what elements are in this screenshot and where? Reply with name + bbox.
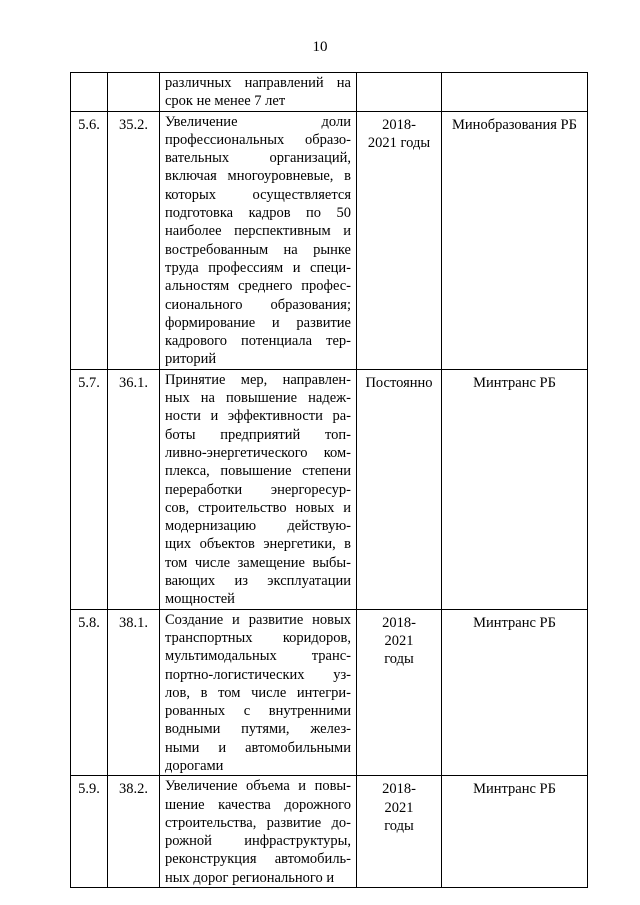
period-line: годы [384, 817, 414, 834]
description-line: плекса, повышение степени [165, 463, 351, 480]
table-row-continued [71, 73, 588, 112]
cell-responsible [442, 73, 588, 112]
cell-description [160, 111, 357, 369]
description-line: лов, в том числе интегри- [165, 684, 351, 701]
cell-responsible: Минтранс РБ [442, 609, 588, 776]
description-line: портно-логистических уз- [165, 666, 351, 683]
description-line: востребованным на рынке [165, 241, 351, 258]
period-line: 2021 годы [367, 134, 431, 151]
cell-description [160, 73, 357, 112]
description-line: риторий [165, 351, 217, 368]
description-line: вательных организаций, [165, 150, 351, 167]
cell-num: 5.8. [71, 609, 108, 776]
period-line: 2021 [384, 632, 414, 649]
description-line: ными и автомобильными [165, 739, 351, 756]
cell-period [357, 111, 442, 369]
cell-description [160, 776, 357, 888]
description-line: вающих из эксплуатации [165, 573, 351, 590]
description-line: водными путями, желез- [165, 721, 351, 738]
cell-period [357, 609, 442, 776]
description-line: различных направлений на [165, 75, 351, 91]
description-line: реконструкция автомобиль- [165, 851, 351, 868]
period-line: 2018- [382, 781, 416, 798]
description-line: ных на повышение надеж- [165, 390, 351, 407]
cell-subnum: 36.1. [108, 369, 160, 609]
cell-period [357, 776, 442, 888]
cell-responsible: Минтранс РБ [442, 369, 588, 609]
cell-responsible: Минобразования РБ [442, 111, 588, 369]
cell-period [357, 369, 442, 609]
description-line: сов, строительство новых и [165, 499, 351, 516]
description-line: формирование и развитие [165, 314, 351, 331]
description-line: шение качества дорожного [165, 796, 351, 813]
cell-subnum: 38.2. [108, 776, 160, 888]
description-line: щих объектов энергетики, в [165, 536, 351, 553]
description-line: том числе замещение выбы- [165, 554, 351, 571]
cell-responsible: Минтранс РБ [442, 776, 588, 888]
cell-subnum: 35.2. [108, 111, 160, 369]
cell-num: 5.9. [71, 776, 108, 888]
description-line: ливно-энергетического ком- [165, 444, 351, 461]
cell-subnum: 38.1. [108, 609, 160, 776]
description-line: Создание и развитие новых [165, 611, 351, 628]
description-line: наиболее перспективным и [165, 223, 351, 240]
description-line: подготовка кадров по 50 [165, 205, 351, 222]
cell-subnum [108, 73, 160, 112]
period-line: 2021 [384, 799, 414, 816]
cell-num: 5.7. [71, 369, 108, 609]
table-row [71, 369, 588, 609]
description-line: боты предприятий топ- [165, 426, 351, 443]
description-line: мощностей [165, 591, 235, 608]
description-line: строительства, развитие до- [165, 814, 351, 831]
description-line: включая многоуровневые, в [165, 168, 351, 185]
description-line: ных дорог регионального и [165, 869, 335, 886]
description-line: сионального образования; [165, 296, 351, 313]
description-line: кадрового потенциала тер- [165, 333, 351, 350]
measures-table [70, 72, 588, 888]
description-line: Увеличение объема и повы- [165, 778, 351, 795]
cell-description [160, 609, 357, 776]
description-line: рованных с внутренними [165, 703, 351, 720]
description-line: переработки энергоресур- [165, 481, 351, 498]
description-line: дорогами [165, 757, 224, 774]
table-row [71, 609, 588, 776]
description-line: срок не менее 7 лет [165, 93, 286, 110]
table-row [71, 111, 588, 369]
description-line: которых осуществляется [165, 186, 351, 203]
description-line: альностям среднего профес- [165, 278, 351, 295]
description-line: Принятие мер, направлен- [165, 371, 351, 388]
description-line: ности и эффективности ра- [165, 408, 351, 425]
description-line: профессиональных образо- [165, 131, 351, 148]
period-line: 2018- [382, 614, 416, 631]
period-line: годы [384, 651, 414, 668]
cell-description [160, 369, 357, 609]
cell-num [71, 73, 108, 112]
period-line: Постоянно [365, 374, 433, 391]
description-line: Увеличение доли [165, 113, 351, 130]
description-line: мультимодальных транс- [165, 648, 351, 665]
description-line: модернизацию действую- [165, 518, 351, 535]
period-line: 2018- [382, 116, 416, 133]
description-line: транспортных коридоров, [165, 629, 351, 646]
cell-period [357, 73, 442, 112]
page-number: 10 [312, 39, 328, 55]
table-row [71, 776, 588, 888]
cell-num: 5.6. [71, 111, 108, 369]
description-line: труда профессиям и специ- [165, 259, 351, 276]
description-line: рожной инфраструктуры, [165, 833, 351, 850]
